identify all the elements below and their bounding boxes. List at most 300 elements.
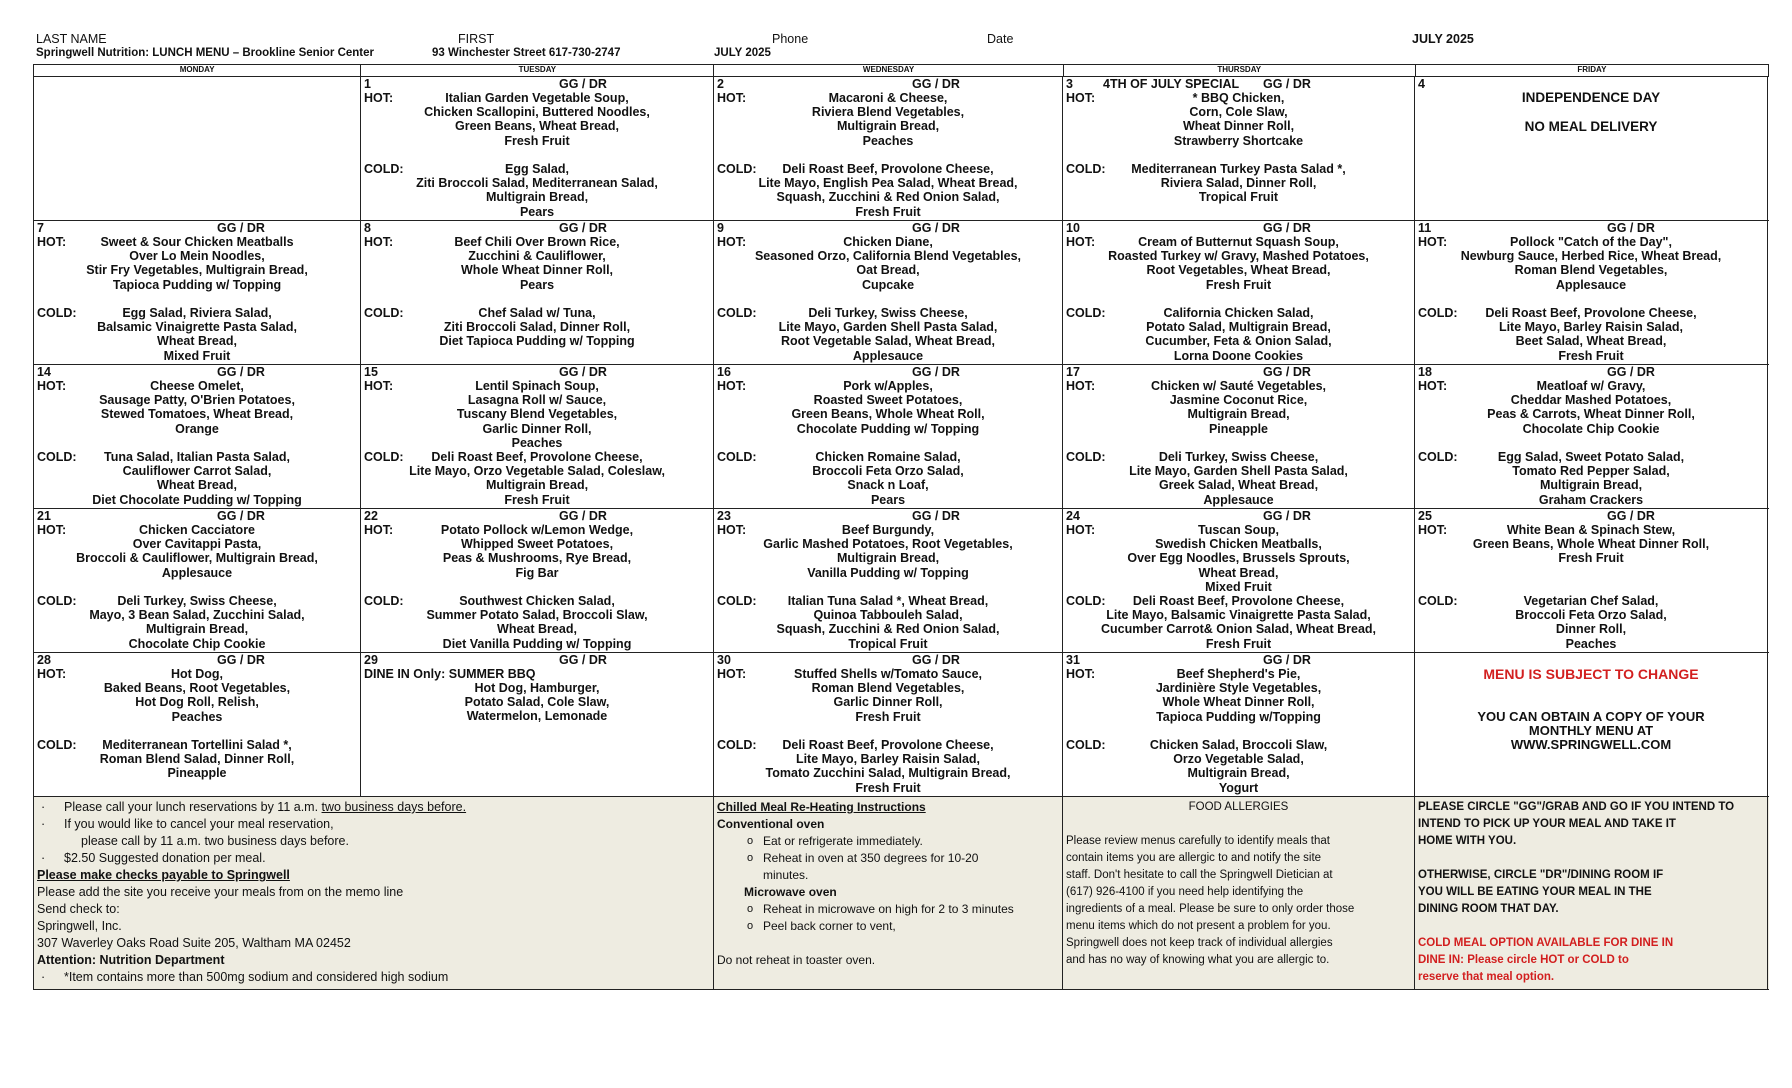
menu-item: Pork w/Apples,	[843, 379, 933, 393]
cold-items	[34, 306, 360, 363]
cold-items	[1063, 162, 1414, 205]
checks-note: Please make checks payable to Springwell	[37, 868, 290, 882]
phone-label: Phone	[772, 32, 809, 46]
menu-item: Lite Mayo, Orzo Vegetable Salad, Coleslaw,	[409, 464, 665, 479]
hot-label: HOT:	[1418, 379, 1448, 393]
day-number: 2	[717, 77, 724, 91]
day-number: 3	[1066, 77, 1073, 91]
menu-item: Lentil Spinach Soup,	[475, 379, 599, 393]
day-number: 21	[37, 509, 51, 523]
menu-item: Egg Salad,	[505, 162, 569, 176]
hot-items	[361, 523, 713, 580]
menu-item: Jasmine Coconut Rice,	[1169, 393, 1308, 408]
hot-items	[1415, 523, 1767, 566]
week-row	[33, 76, 1769, 220]
menu-item: Diet Tapioca Pudding w/ Topping	[439, 334, 635, 349]
menu-item: Garlic Mashed Potatoes, Root Vegetables,	[763, 537, 1013, 552]
text-line: YOU WILL BE EATING YOUR MEAL IN THE	[1418, 886, 1652, 898]
cold-items	[361, 306, 713, 349]
cold-label: COLD:	[717, 162, 757, 176]
menu-item: Fig Bar	[515, 565, 559, 580]
gg-dr-marker: GG / DR	[559, 365, 607, 379]
menu-item: Cupcake	[861, 277, 915, 292]
conventional-oven-heading: Conventional oven	[717, 817, 825, 831]
menu-item: Tuna Salad, Italian Pasta Salad,	[104, 450, 290, 464]
last-name-label: LAST NAME	[36, 32, 107, 46]
menu-item: Tuscany Blend Vegetables,	[456, 407, 618, 422]
cold-label: COLD:	[1418, 450, 1458, 464]
gg-dr-marker: GG / DR	[912, 509, 960, 523]
cold-label: COLD:	[717, 594, 757, 608]
hot-label: HOT:	[364, 91, 394, 105]
menu-item: Summer Potato Salad, Broccoli Slaw,	[426, 608, 648, 623]
cold-items	[714, 162, 1062, 219]
gg-dr-marker: GG / DR	[559, 221, 607, 235]
hot-items	[714, 523, 1062, 580]
menu-item: Applesauce	[852, 348, 924, 363]
org-line: Springwell Nutrition: LUNCH MENU – Brookline Senior Center	[36, 47, 374, 59]
menu-item: Peaches	[862, 133, 914, 148]
day-header-tuesday: TUESDAY	[361, 65, 714, 76]
day-cell-friday	[1415, 509, 1768, 652]
text-line: COLD MEAL OPTION AVAILABLE FOR DINE IN	[1418, 937, 1674, 949]
dine-in-title: DINE IN Only: SUMMER BBQ	[364, 667, 536, 681]
notice-line: NO MEAL DELIVERY	[1524, 119, 1658, 134]
menu-item: Fresh Fruit	[1558, 348, 1624, 363]
text-line: menu items which do not present a problem for you.	[1066, 920, 1331, 932]
attention-line: Attention: Nutrition Department	[37, 953, 225, 967]
menu-item: Deli Roast Beef, Provolone Cheese,	[1485, 306, 1697, 320]
cold-label: COLD:	[717, 738, 757, 752]
menu-item: Hot Dog,	[170, 667, 224, 681]
menu-item: Tomato Zucchini Salad, Multigrain Bread,	[765, 766, 1011, 781]
menu-item: Tropical Fruit	[1198, 190, 1279, 205]
menu-item: Swedish Chicken Meatballs,	[1155, 537, 1322, 552]
cold-label: COLD:	[37, 306, 77, 320]
cold-items	[714, 450, 1062, 507]
menu-item: Lorna Doone Cookies	[1173, 348, 1304, 363]
menu-item: Sausage Patty, O'Brien Potatoes,	[99, 393, 295, 408]
menu-item: Deli Roast Beef, Provolone Cheese,	[1132, 594, 1345, 608]
menu-item: Chicken Romaine Salad,	[815, 450, 961, 464]
cold-label: COLD:	[364, 162, 404, 176]
menu-item: Pineapple	[1208, 421, 1269, 436]
menu-item: Multigrain Bread,	[836, 551, 940, 566]
menu-item: Italian Tuna Salad *, Wheat Bread,	[787, 594, 989, 608]
bbq-items	[361, 681, 713, 724]
day-cell-wednesday	[714, 221, 1063, 364]
gg-dr-marker: GG / DR	[1263, 365, 1311, 379]
menu-item: Hot Dog, Hamburger,	[474, 681, 600, 695]
cold-items	[714, 306, 1062, 363]
day-number: 30	[717, 653, 731, 667]
menu-item: Fresh Fruit	[1558, 551, 1624, 566]
day-cell-thursday	[1063, 365, 1415, 508]
day-cell-wednesday	[714, 509, 1063, 652]
cold-label: COLD:	[1066, 162, 1106, 176]
cold-items	[714, 738, 1062, 795]
cold-label: COLD:	[1066, 450, 1106, 464]
hot-label: HOT:	[364, 523, 394, 537]
day-number: 7	[37, 221, 44, 235]
hot-items	[361, 379, 713, 450]
cold-label: COLD:	[364, 306, 404, 320]
footer-info	[33, 796, 1769, 990]
day-cell-thursday	[1063, 653, 1415, 796]
day-number: 29	[364, 653, 378, 667]
copy-notice: MONTHLY MENU AT	[1528, 723, 1654, 738]
menu-item: Egg Salad, Riviera Salad,	[122, 306, 272, 320]
menu-item: Fresh Fruit	[855, 780, 921, 795]
cold-label: COLD:	[717, 306, 757, 320]
menu-item: Quinoa Tabbouleh Salad,	[813, 608, 963, 623]
gg-dr-marker: GG / DR	[1263, 653, 1311, 667]
day-number: 28	[37, 653, 51, 667]
hot-items	[361, 235, 713, 292]
conventional-step-2: o Reheat in oven at 350 degrees for 10-20	[717, 850, 1059, 867]
gg-dr-marker: GG / DR	[1607, 365, 1655, 379]
day-header-wednesday: WEDNESDAY	[714, 65, 1063, 76]
day-number: 23	[717, 509, 731, 523]
menu-item: Whole Wheat Dinner Roll,	[1162, 695, 1315, 710]
week-row	[33, 508, 1769, 652]
menu-item: Vanilla Pudding w/ Topping	[807, 565, 969, 580]
menu-item: Yogurt	[1218, 780, 1259, 795]
menu-item: Applesauce	[1203, 492, 1274, 507]
special-title: 4TH OF JULY SPECIAL	[1103, 77, 1240, 91]
menu-item: Over Lo Mein Noodles,	[129, 249, 265, 264]
menu-item: Deli Roast Beef, Provolone Cheese,	[782, 738, 994, 752]
menu-item: Applesauce	[1555, 277, 1627, 292]
day-cell-tuesday	[361, 509, 714, 652]
menu-item: Peas & Carrots, Wheat Dinner Roll,	[1487, 407, 1695, 422]
menu-item: Cauliflower Carrot Salad,	[122, 464, 272, 479]
day-cell-tuesday	[361, 365, 714, 508]
menu-item: Graham Crackers	[1538, 492, 1644, 507]
menu-item: Fresh Fruit	[504, 492, 570, 507]
day-cell-monday	[34, 509, 361, 652]
send-label: Send check to:	[37, 902, 120, 916]
cancel-note: · If you would like to cancel your meal reservation,	[37, 816, 710, 833]
cold-items	[714, 594, 1062, 651]
menu-item: Chocolate Chip Cookie	[1522, 421, 1660, 436]
text-line: reserve that meal option.	[1418, 971, 1555, 983]
hot-label: HOT:	[1066, 235, 1096, 249]
hot-items	[1063, 91, 1414, 148]
hot-label: HOT:	[1066, 667, 1096, 681]
hot-label: HOT:	[37, 235, 67, 249]
gg-dr-marker: GG / DR	[1263, 77, 1311, 91]
day-number: 25	[1418, 509, 1432, 523]
hot-items	[1063, 667, 1414, 724]
hot-label: HOT:	[717, 523, 747, 537]
first-name-label: FIRST	[458, 32, 495, 46]
menu-item: Hot Dog Roll, Relish,	[135, 695, 259, 710]
menu-item: Seasoned Orzo, California Blend Vegetables,	[754, 249, 1022, 264]
menu-item: Over Cavitappi Pasta,	[132, 537, 262, 552]
week-rows	[33, 76, 1769, 796]
menu-item: Multigrain Bread,	[485, 190, 589, 205]
menu-item: Lite Mayo, English Pea Salad, Wheat Bread,	[758, 176, 1018, 191]
cold-label: COLD:	[37, 450, 77, 464]
gg-dr-marker: GG / DR	[912, 221, 960, 235]
menu-item: Cheese Omelet,	[150, 379, 244, 393]
microwave-step-2: o Peel back corner to vent,	[717, 918, 1059, 935]
text-line: OTHERWISE, CIRCLE "DR"/DINING ROOM IF	[1418, 869, 1664, 881]
menu-item: Green Beans, Whole Wheat Roll,	[791, 407, 985, 422]
day-cell-friday	[1415, 653, 1768, 796]
menu-item: Chocolate Chip Cookie	[128, 636, 266, 651]
menu-item: Balsamic Vinaigrette Pasta Salad,	[97, 320, 297, 335]
menu-item: Riviera Blend Vegetables,	[811, 105, 965, 120]
menu-item: Multigrain Bread,	[1187, 766, 1290, 781]
menu-item: Ziti Broccoli Salad, Mediterranean Salad,	[416, 176, 658, 191]
menu-item: Wheat Bread,	[497, 622, 577, 637]
cold-items	[34, 738, 360, 781]
hot-label: HOT:	[717, 379, 747, 393]
menu-item: Deli Turkey, Swiss Cheese,	[1158, 450, 1319, 464]
week-row	[33, 220, 1769, 364]
text-line: DINE IN: Please circle HOT or COLD to	[1418, 954, 1629, 966]
allergy-title: FOOD ALLERGIES	[1188, 801, 1289, 813]
menu-item: Whole Wheat Dinner Roll,	[460, 263, 614, 278]
gg-dr-marker: GG / DR	[1607, 221, 1655, 235]
week-row	[33, 364, 1769, 508]
cold-label: COLD:	[364, 450, 404, 464]
day-number: 18	[1418, 365, 1432, 379]
day-number: 17	[1066, 365, 1080, 379]
text-line: HOME WITH YOU.	[1418, 835, 1517, 847]
day-number: 31	[1066, 653, 1080, 667]
menu-item: White Bean & Spinach Stew,	[1506, 523, 1676, 537]
menu-item: Squash, Zucchini & Red Onion Salad,	[776, 190, 1000, 205]
day-cell-thursday	[1063, 509, 1415, 652]
menu-item: Wheat Dinner Roll,	[1182, 119, 1295, 134]
org-name: Springwell, Inc.	[37, 919, 122, 933]
text-line: PLEASE CIRCLE "GG"/GRAB AND GO IF YOU INTEND TO	[1418, 801, 1735, 813]
day-number: 1	[364, 77, 371, 91]
menu-item: Deli Roast Beef, Provolone Cheese,	[431, 450, 643, 464]
cold-items	[361, 162, 713, 219]
gg-dr-marker: GG / DR	[217, 653, 265, 667]
menu-item: Diet Chocolate Pudding w/ Topping	[92, 492, 302, 507]
menu-item: Fresh Fruit	[504, 133, 570, 148]
hot-label: HOT:	[1066, 523, 1096, 537]
memo-note: Please add the site you receive your meals from on the memo line	[37, 885, 404, 899]
change-notice: MENU IS SUBJECT TO CHANGE	[1483, 666, 1699, 682]
day-number: 22	[364, 509, 378, 523]
cold-label: COLD:	[1418, 306, 1458, 320]
menu-item: Wheat Bread,	[157, 478, 237, 493]
day-cell-friday	[1415, 365, 1768, 508]
menu-item: Meatloaf w/ Gravy,	[1536, 379, 1646, 393]
gg-dr-marker: GG / DR	[912, 77, 960, 91]
menu-item: Southwest Chicken Salad,	[459, 594, 615, 608]
hot-label: HOT:	[717, 235, 747, 249]
menu-item: Chef Salad w/ Tuna,	[478, 306, 596, 320]
cold-option-note	[1418, 935, 1764, 986]
menu-item: Fresh Fruit	[1205, 636, 1272, 651]
copy-notice: WWW.SPRINGWELL.COM	[1510, 737, 1672, 752]
menu-item: Wheat Bread,	[157, 334, 237, 349]
gg-dr-marker: GG / DR	[1263, 221, 1311, 235]
menu-item: Potato Salad, Multigrain Bread,	[1146, 320, 1331, 335]
menu-item: Dinner Roll,	[1555, 622, 1627, 637]
menu-item: Baked Beans, Root Vegetables,	[103, 681, 291, 696]
cold-label: COLD:	[1066, 738, 1106, 752]
menu-item: Broccoli Feta Orzo Salad,	[1515, 608, 1667, 623]
cold-label: COLD:	[364, 594, 404, 608]
day-header-friday: FRIDAY	[1416, 65, 1769, 76]
hot-items	[1063, 235, 1414, 292]
hot-label: HOT:	[37, 379, 67, 393]
hot-label: HOT:	[37, 667, 67, 681]
gg-dr-marker: GG / DR	[912, 365, 960, 379]
gg-dr-marker: GG / DR	[912, 653, 960, 667]
hot-items	[714, 667, 1062, 724]
text-line: INTEND TO PICK UP YOUR MEAL AND TAKE IT	[1418, 818, 1676, 830]
menu-item: Chicken Cacciatore	[138, 523, 256, 537]
hot-label: HOT:	[364, 379, 394, 393]
menu-item: Lite Mayo, Barley Raisin Salad,	[795, 752, 981, 767]
menu-item: * BBQ Chicken,	[1192, 91, 1285, 105]
menu-item: Multigrain Bread,	[836, 119, 940, 134]
menu-item: Green Beans, Whole Wheat Dinner Roll,	[1472, 537, 1710, 552]
menu-item: Multigrain Bread,	[1187, 407, 1290, 422]
week-row	[33, 652, 1769, 796]
menu-item: Cucumber Carrot& Onion Salad, Wheat Bread,	[1100, 622, 1377, 637]
menu-item: Roasted Turkey w/ Gravy, Mashed Potatoes,	[1108, 249, 1369, 264]
gg-dr-marker: GG / DR	[1263, 509, 1311, 523]
menu-item: Mediterranean Tortellini Salad *,	[102, 738, 292, 752]
microwave-heading: Microwave oven	[744, 885, 837, 899]
cold-label: COLD:	[1066, 594, 1106, 608]
menu-item: Chicken w/ Sauté Vegetables,	[1150, 379, 1327, 393]
menu-item: Strawberry Shortcake	[1173, 133, 1304, 148]
menu-item: Zucchini & Cauliflower,	[468, 249, 606, 264]
hot-label: HOT:	[364, 235, 394, 249]
menu-item: Applesauce	[161, 565, 233, 580]
menu-item: Cucumber, Feta & Onion Salad,	[1145, 334, 1332, 349]
menu-item: Cream of Butternut Squash Soup,	[1138, 235, 1339, 249]
notice-line: INDEPENDENCE DAY	[1521, 90, 1661, 105]
gg-dr-marker: GG / DR	[217, 365, 265, 379]
menu-item: Beef Chili Over Brown Rice,	[454, 235, 620, 249]
day-cell-tuesday	[361, 653, 714, 796]
menu-item: Pollock "Catch of the Day",	[1510, 235, 1672, 249]
hot-items	[34, 667, 360, 724]
menu-item: Tapioca Pudding w/Topping	[1156, 709, 1321, 724]
reheat-title: Chilled Meal Re-Heating Instructions	[717, 800, 926, 814]
day-cell-thursday	[1063, 221, 1415, 364]
reheat-instructions	[714, 797, 1063, 989]
hot-label: HOT:	[717, 667, 747, 681]
reservation-note	[37, 799, 710, 816]
menu-item: Ziti Broccoli Salad, Dinner Roll,	[443, 320, 631, 335]
menu-item: Squash, Zucchini & Red Onion Salad,	[776, 622, 1000, 637]
menu-item: Vegetarian Chef Salad,	[1523, 594, 1659, 608]
menu-item: Snack n Loaf,	[847, 478, 929, 493]
menu-item: Chocolate Pudding w/ Topping	[796, 421, 980, 436]
cold-items	[361, 594, 713, 651]
date-label: Date	[987, 32, 1014, 46]
menu-item: Deli Turkey, Swiss Cheese,	[117, 594, 277, 608]
menu-item: Newburg Sauce, Herbed Rice, Wheat Bread,	[1460, 249, 1722, 264]
hot-label: HOT:	[1418, 235, 1448, 249]
menu-item: Watermelon, Lemonade	[466, 709, 608, 724]
gg-dr-marker: GG / DR	[559, 653, 607, 667]
menu-item: Whipped Sweet Potatoes,	[460, 537, 614, 552]
gg-dr-marker: GG / DR	[559, 77, 607, 91]
menu-item: Broccoli & Cauliflower, Multigrain Bread,	[76, 551, 318, 566]
day-number: 4	[1418, 77, 1425, 91]
reservation-text: Please call your lunch reservations by 11 a.m.	[64, 800, 322, 814]
hot-items	[361, 91, 713, 148]
toaster-warning: Do not reheat in toaster oven.	[717, 953, 876, 967]
day-number: 10	[1066, 221, 1080, 235]
menu-item: Pineapple	[167, 766, 227, 781]
menu-item: Riviera Salad, Dinner Roll,	[1160, 176, 1317, 191]
day-number: 16	[717, 365, 731, 379]
copy-notice: YOU CAN OBTAIN A COPY OF YOUR	[1477, 709, 1705, 724]
menu-item: Peaches	[511, 435, 563, 450]
menu-item: Diet Vanilla Pudding w/ Topping	[442, 636, 632, 651]
cold-items	[361, 450, 713, 507]
menu-item: Stuffed Shells w/Tomato Sauce,	[794, 667, 982, 681]
menu-item: Orange	[175, 421, 219, 436]
menu-item: Lite Mayo, Garden Shell Pasta Salad,	[1129, 464, 1348, 479]
menu-item: Greek Salad, Wheat Bread,	[1158, 478, 1319, 493]
text-line: contain items you are allergic to and notify the site	[1066, 852, 1322, 864]
conventional-step-1: o Eat or refrigerate immediately.	[717, 833, 1059, 850]
cold-items	[1415, 306, 1767, 363]
hot-items	[714, 235, 1062, 292]
hot-label: HOT:	[1066, 379, 1096, 393]
reservation-deadline: two business days before.	[321, 800, 467, 814]
menu-item: Mixed Fruit	[1205, 579, 1272, 594]
menu-item: Jardinière Style Vegetables,	[1155, 681, 1322, 696]
menu-item: Garlic Dinner Roll,	[833, 695, 943, 710]
text-line: Please review menus carefully to identify meals that	[1066, 835, 1330, 847]
menu-item: Lite Mayo, Garden Shell Pasta Salad,	[778, 320, 998, 335]
month-label-sub: JULY 2025	[714, 47, 771, 59]
menu-item: Wheat Bread,	[1198, 565, 1279, 580]
text-line: DINING ROOM THAT DAY.	[1418, 903, 1559, 915]
text-line: staff. Don't hesitate to call the Springwell Dietician at	[1066, 869, 1333, 881]
gg-dr-marker: GG / DR	[1607, 509, 1655, 523]
day-number: 11	[1418, 221, 1432, 235]
hot-label: HOT:	[37, 523, 67, 537]
hot-items	[1415, 379, 1767, 436]
menu-item: Deli Roast Beef, Provolone Cheese,	[782, 162, 994, 176]
cold-items	[1415, 594, 1767, 651]
menu-item: Multigrain Bread,	[485, 478, 589, 493]
address-line: 93 Winchester Street 617-730-2747	[432, 47, 621, 59]
menu-grid	[33, 64, 1769, 990]
text-line: and has no way of knowing what you are allergic to.	[1066, 954, 1330, 966]
menu-item: Oat Bread,	[856, 263, 920, 278]
cancel-deadline: please call by 11 a.m. two business days before.	[81, 834, 349, 848]
text-line: Springwell does not keep track of individual allergies	[1066, 937, 1333, 949]
menu-item: Stewed Tomatoes, Wheat Bread,	[100, 407, 294, 422]
menu-item: Tapioca Pudding w/ Topping	[112, 277, 282, 292]
menu-item: Peaches	[171, 709, 223, 724]
gg-dr-marker: GG / DR	[217, 221, 265, 235]
cold-items	[34, 594, 360, 651]
day-cell-monday	[34, 221, 361, 364]
menu-item: Beef Burgundy,	[841, 523, 935, 537]
menu-item: Deli Turkey, Swiss Cheese,	[808, 306, 968, 320]
